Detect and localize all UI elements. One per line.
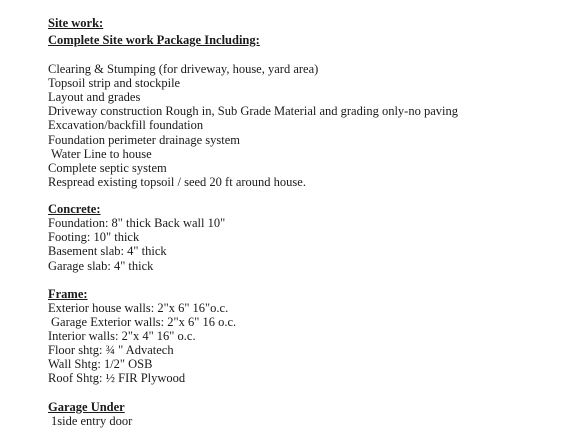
concrete-item: Footing: 10" thick	[48, 230, 140, 244]
site-work-heading: Site work:	[48, 16, 104, 30]
concrete-item: Basement slab: 4" thick	[48, 244, 167, 258]
concrete-heading: Concrete:	[48, 202, 101, 216]
frame-item: Wall Shtg: 1/2" OSB	[48, 357, 153, 371]
site-work-item: Driveway construction Rough in, Sub Grade Material and grading only-no paving	[48, 104, 458, 118]
site-work-item: Excavation/backfill foundation	[48, 118, 204, 132]
site-work-item: Foundation perimeter drainage system	[48, 133, 240, 147]
site-work-item: Respread existing topsoil / seed 20 ft around house.	[48, 175, 306, 189]
site-work-subheading: Complete Site work Package Including:	[48, 33, 260, 47]
frame-item: Roof Shtg: ½ FIR Plywood	[48, 371, 186, 385]
frame-item: Exterior house walls: 2"x 6" 16"o.c.	[48, 301, 229, 315]
site-work-item: Water Line to house	[51, 147, 152, 161]
site-work-item: Topsoil strip and stockpile	[48, 76, 181, 90]
frame-item: Garage Exterior walls: 2"x 6" 16 o.c.	[51, 315, 237, 329]
site-work-item: Layout and grades	[48, 90, 141, 104]
frame-item: Interior walls: 2"x 4" 16" o.c.	[48, 329, 196, 343]
site-work-item: Clearing & Stumping (for driveway, house, yard area)	[48, 62, 319, 76]
site-work-item: Complete septic system	[48, 161, 167, 175]
concrete-item: Foundation: 8" thick Back wall 10"	[48, 216, 226, 230]
garage-under-heading: Garage Under	[48, 400, 125, 414]
garage-under-item: 1side entry door	[51, 414, 133, 428]
concrete-item: Garage slab: 4" thick	[48, 259, 154, 273]
frame-item: Floor shtg: ¾ " Advatech	[48, 343, 174, 357]
frame-heading: Frame:	[48, 287, 88, 301]
